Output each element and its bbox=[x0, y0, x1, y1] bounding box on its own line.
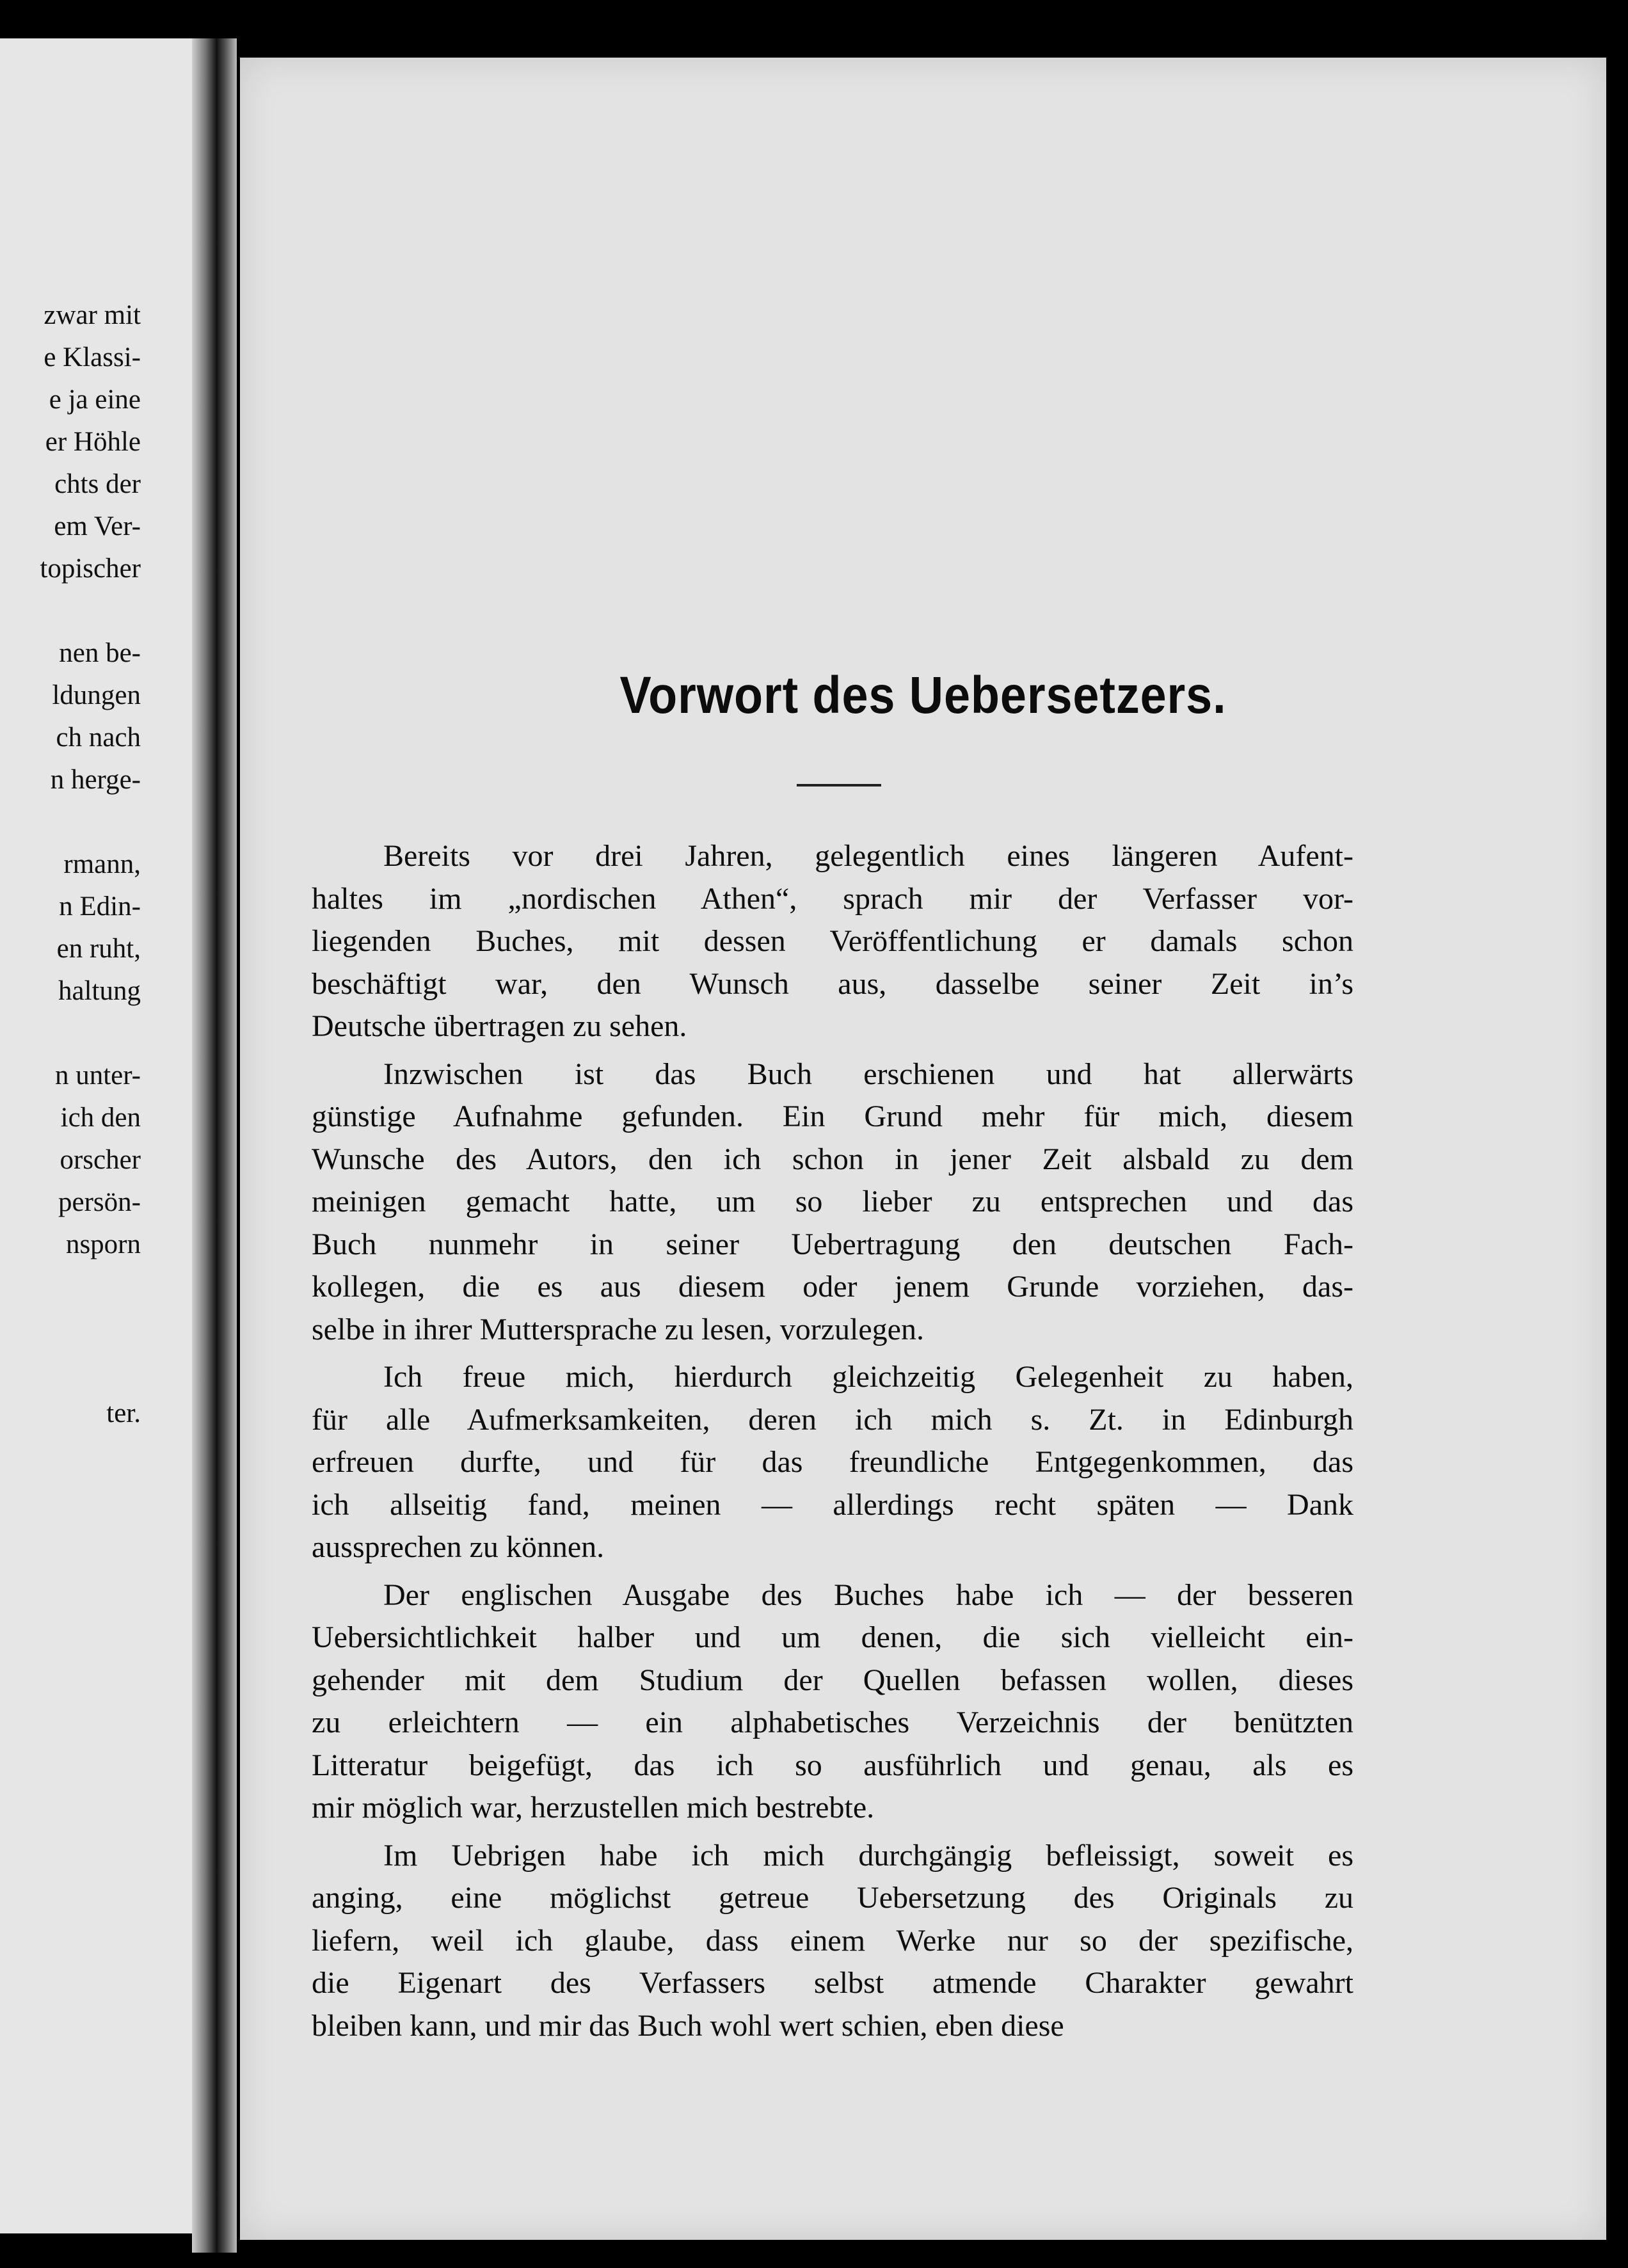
text-line: liegenden Buches, mit dessen Veröffentlichung er damals schon bbox=[312, 924, 1353, 958]
title-rule bbox=[797, 784, 881, 787]
previous-page-line bbox=[0, 1350, 141, 1393]
text-line: für alle Aufmerksamkeiten, deren ich mich s. Zt. in Edinburgh bbox=[312, 1402, 1353, 1437]
paragraph bbox=[312, 1574, 1353, 1830]
previous-page bbox=[0, 38, 218, 2233]
previous-page-line: n Edin- bbox=[59, 891, 141, 922]
previous-page-line: rmann, bbox=[63, 849, 141, 879]
text-line: Litteratur beigefügt, das ich so ausführlich und genau, als es bbox=[312, 1748, 1353, 1782]
previous-page-line bbox=[0, 1308, 141, 1350]
previous-page-line: ch nach bbox=[56, 723, 141, 753]
previous-page-line: orscher bbox=[60, 1145, 141, 1175]
previous-page-text bbox=[0, 294, 141, 1435]
text-line: günstige Aufnahme gefunden. Ein Grund mehr für mich, diesem bbox=[312, 1099, 1353, 1133]
previous-page-line: e Klassi- bbox=[44, 342, 141, 372]
paragraph bbox=[312, 1053, 1353, 1352]
text-line: Inzwischen ist das Buch erschienen und hat allerwärts bbox=[383, 1057, 1353, 1091]
text-line: beschäftigt war, den Wunsch aus, dasselbe seiner Zeit in’s bbox=[312, 966, 1353, 1001]
text-line: bleiben kann, und mir das Buch wohl wert schien, eben diese bbox=[312, 2008, 1064, 2043]
book-spine-shadow bbox=[192, 38, 237, 2253]
previous-page-line: ter. bbox=[106, 1398, 141, 1428]
text-line: aussprechen zu können. bbox=[312, 1530, 605, 1564]
text-line: ich allseitig fand, meinen — allerdings recht späten — Dank bbox=[312, 1487, 1353, 1522]
page-title: Vorwort des Uebersetzers. bbox=[619, 666, 1227, 724]
text-line: liefern, weil ich glaube, dass einem Werke nur so der spezifische, bbox=[312, 1923, 1353, 1958]
text-line: Bereits vor drei Jahren, gelegentlich eines längeren Aufent- bbox=[383, 839, 1353, 873]
text-line: die Eigenart des Verfassers selbst atmende Charakter gewahrt bbox=[312, 1966, 1353, 2000]
previous-page-line: haltung bbox=[58, 976, 141, 1006]
paragraph bbox=[312, 1835, 1353, 2048]
previous-page-line bbox=[0, 590, 141, 632]
paragraph bbox=[312, 1356, 1353, 1569]
previous-page-line: ich den bbox=[60, 1103, 141, 1133]
text-line: erfreuen durfte, und für das freundliche Entgegenkommen, das bbox=[312, 1445, 1353, 1479]
text-line: meinigen gemacht hatte, um so lieber zu entsprechen und das bbox=[312, 1185, 1353, 1218]
previous-page-line: n unter- bbox=[54, 1060, 141, 1090]
text-line: Deutsche übertragen zu sehen. bbox=[312, 1009, 687, 1043]
text-line: zu erleichtern — ein alphabetisches Verzeichnis der benützten bbox=[312, 1705, 1353, 1739]
text-line: Wunsche des Autors, den ich schon in jener Zeit alsbald zu dem bbox=[312, 1142, 1353, 1176]
previous-page-line: en ruht, bbox=[56, 934, 141, 964]
previous-page-line bbox=[0, 1266, 141, 1308]
text-line: selbe in ihrer Muttersprache zu lesen, vorzulegen. bbox=[312, 1312, 924, 1346]
paragraph bbox=[312, 835, 1353, 1048]
body-text bbox=[312, 835, 1353, 2052]
text-line: anging, eine möglichst getreue Uebersetzung des Originals zu bbox=[312, 1881, 1353, 1915]
text-line: mir möglich war, herzustellen mich bestrebte. bbox=[312, 1791, 875, 1825]
document-page bbox=[240, 58, 1606, 2240]
text-line: Der englischen Ausgabe des Buches habe ich — der besseren bbox=[383, 1577, 1353, 1612]
text-line: gehender mit dem Studium der Quellen befassen wollen, dieses bbox=[312, 1663, 1353, 1697]
previous-page-line: n herge- bbox=[50, 765, 141, 795]
previous-page-line: nsporn bbox=[65, 1229, 141, 1259]
text-line: haltes im „nordischen Athen“, sprach mir der Verfasser vor- bbox=[312, 881, 1353, 916]
previous-page-line: persön- bbox=[58, 1187, 141, 1217]
text-line: kollegen, die es aus diesem oder jenem Grunde vorziehen, das- bbox=[312, 1270, 1353, 1304]
previous-page-line: ldungen bbox=[52, 680, 141, 710]
previous-page-line: e ja eine bbox=[49, 385, 141, 415]
previous-page-line: er Höhle bbox=[45, 427, 141, 457]
previous-page-line bbox=[0, 801, 141, 843]
previous-page-line: nen be- bbox=[59, 638, 141, 668]
text-line: Uebersichtlichkeit halber und um denen, die sich vielleicht ein- bbox=[312, 1620, 1353, 1654]
text-line: Buch nunmehr in seiner Uebertragung den deutschen Fach- bbox=[312, 1227, 1353, 1261]
text-line: Im Uebrigen habe ich mich durchgängig befleissigt, soweit es bbox=[383, 1838, 1353, 1873]
text-line: Ich freue mich, hierdurch gleichzeitig Gelegenheit zu haben, bbox=[383, 1360, 1353, 1394]
previous-page-line bbox=[0, 1012, 141, 1055]
previous-page-line: zwar mit bbox=[44, 300, 141, 330]
previous-page-line: topischer bbox=[40, 554, 141, 584]
previous-page-line: chts der bbox=[54, 469, 141, 499]
previous-page-line: em Ver- bbox=[54, 511, 141, 541]
